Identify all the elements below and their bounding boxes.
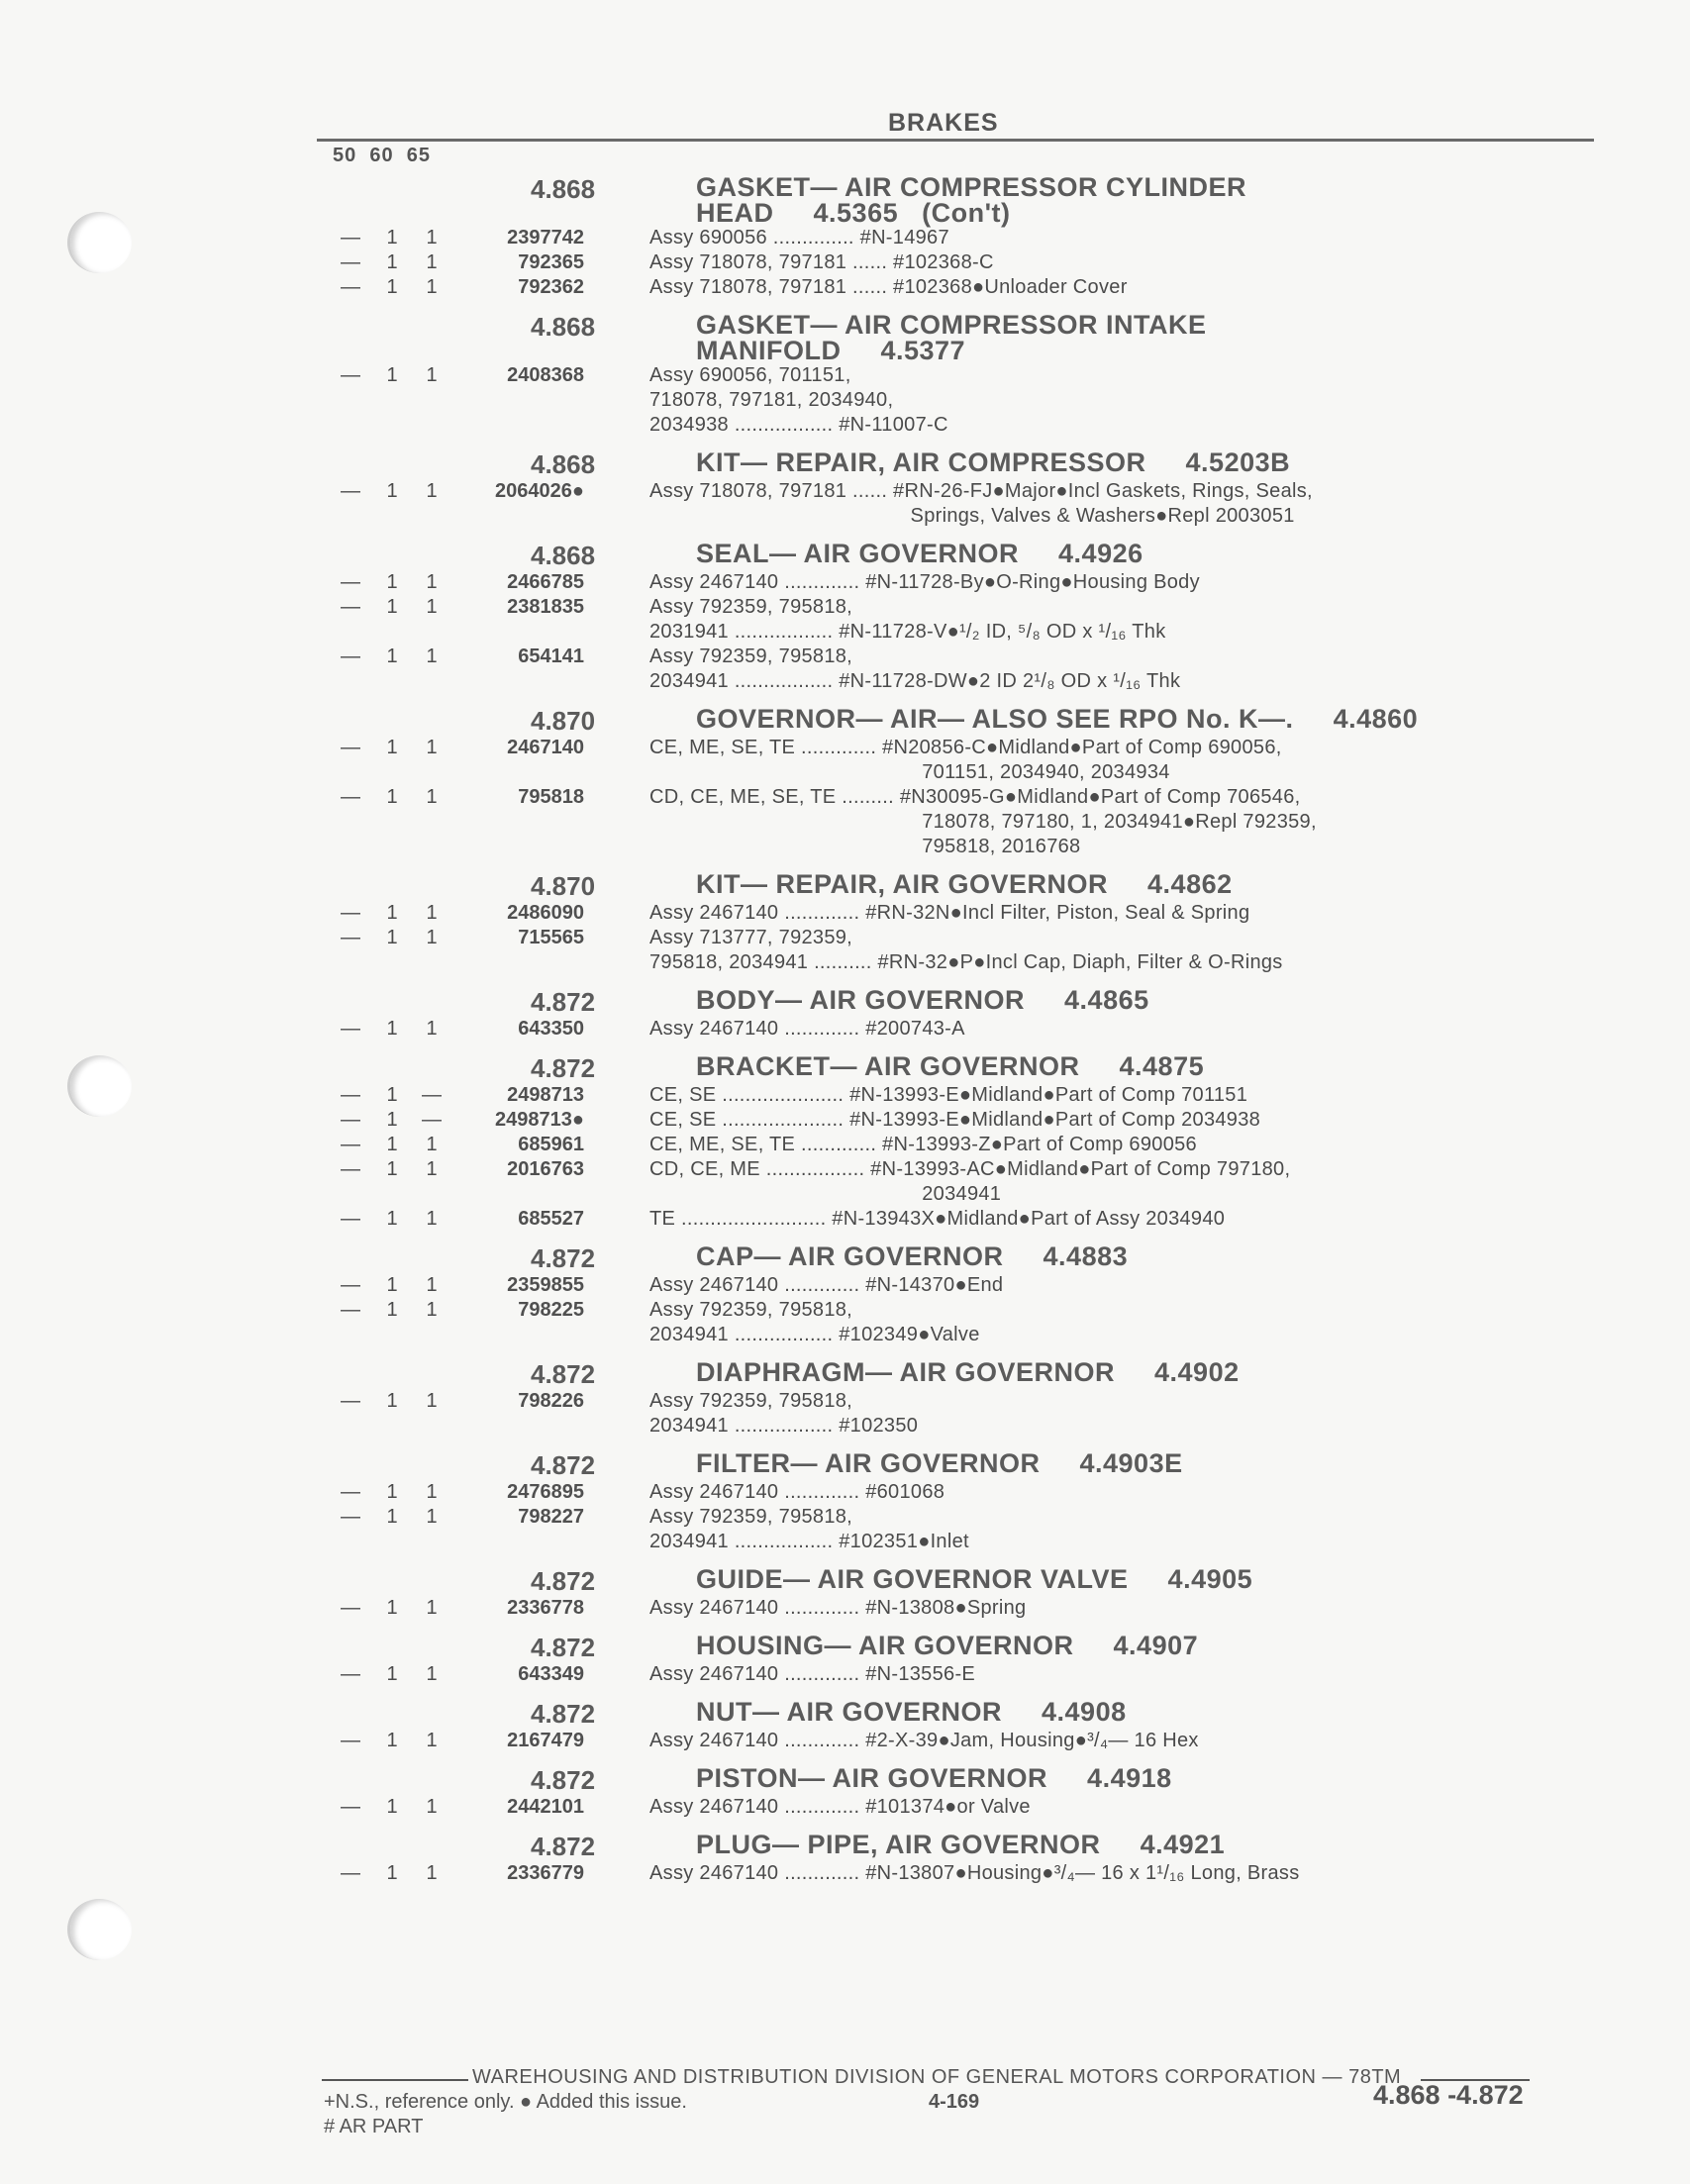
- year-65-qty: 1: [426, 571, 438, 593]
- section-header: [317, 867, 1594, 901]
- year-60-qty: 1: [386, 227, 398, 248]
- section-title-text: PLUG— PIPE, AIR GOVERNOR: [696, 1830, 1101, 1859]
- part-number: 792365: [518, 251, 584, 273]
- part-row: [317, 250, 1594, 275]
- part-row: [317, 736, 1594, 785]
- catalog-section: [317, 867, 1594, 975]
- year-60-qty: 1: [386, 1597, 398, 1619]
- section-title: [696, 867, 1594, 897]
- section-reference: 4.4865: [1064, 985, 1149, 1015]
- group-code: 4.868: [531, 312, 596, 342]
- group-code: 4.868: [531, 449, 596, 479]
- part-description: Assy 2467140 ............. #N-13556-E: [649, 1663, 976, 1685]
- part-description: Assy 792359, 795818, 2031941 ................. #N-11728-V●¹/₂ ID, ⁵/₈ OD x ¹/₁₆ Thk: [649, 596, 1166, 643]
- year-65-qty: 1: [426, 927, 438, 948]
- year-60-qty: 1: [386, 276, 398, 298]
- year-60-qty: 1: [386, 1506, 398, 1528]
- year-60-qty: 1: [386, 571, 398, 593]
- catalog-section: [317, 1629, 1594, 1687]
- binder-hole: [67, 1899, 132, 1960]
- section-title: [696, 1355, 1594, 1385]
- part-number: 2397742: [507, 227, 584, 248]
- year-60-qty: 1: [386, 1390, 398, 1412]
- year-60-qty: 1: [386, 927, 398, 948]
- catalog-section: [317, 1562, 1594, 1621]
- year-60-qty: 1: [386, 1158, 398, 1180]
- section-header: [317, 1828, 1594, 1861]
- catalog-section: [317, 1761, 1594, 1820]
- part-description: Assy 718078, 797181 ...... #102368●Unloader Cover: [649, 276, 1128, 298]
- part-number: 798227: [518, 1506, 584, 1528]
- section-title-text: GOVERNOR— AIR— ALSO SEE RPO No. K—.: [696, 704, 1294, 734]
- section-title-text: GASKET— AIR COMPRESSOR INTAKE: [696, 310, 1207, 340]
- part-row: [317, 570, 1594, 595]
- part-description: Assy 792359, 795818, 2034941 ................. #102350: [649, 1390, 919, 1437]
- year-65-qty: 1: [426, 1506, 438, 1528]
- year-60-qty: 1: [386, 1109, 398, 1131]
- section-title-text: KIT— REPAIR, AIR GOVERNOR: [696, 869, 1109, 899]
- part-number: 685961: [518, 1134, 584, 1155]
- part-description: Assy 2467140 ............. #N-14370●End: [649, 1274, 1004, 1296]
- part-number: 798226: [518, 1390, 584, 1412]
- group-code: 4.870: [531, 871, 596, 901]
- part-row: [317, 275, 1594, 300]
- section-reference: 4.4926: [1058, 539, 1143, 568]
- part-description: TE ......................... #N-13943X●Midland●Part of Assy 2034940: [649, 1208, 1226, 1230]
- part-row: [317, 1480, 1594, 1505]
- section-title: [696, 1240, 1594, 1269]
- part-number: 2016763: [507, 1158, 584, 1180]
- group-code: 4.872: [531, 1053, 596, 1083]
- year-60-qty: 1: [386, 1862, 398, 1884]
- section-title: [696, 537, 1594, 566]
- part-number: 715565: [518, 927, 584, 948]
- section-title-text: NUT— AIR GOVERNOR: [696, 1697, 1003, 1727]
- section-reference: 4.5377: [880, 336, 966, 365]
- year-50-qty: —: [341, 1390, 360, 1412]
- year-60-qty: 1: [386, 1208, 398, 1230]
- year-65-qty: 1: [426, 1663, 438, 1685]
- year-60-qty: 1: [386, 737, 398, 758]
- part-number: 2381835: [507, 596, 584, 618]
- year-65-qty: 1: [426, 1796, 438, 1818]
- year-50-qty: —: [341, 1274, 360, 1296]
- year-50-qty: —: [341, 1597, 360, 1619]
- part-row: [317, 1729, 1594, 1753]
- footer-legend-ar: # AR PART: [324, 2116, 424, 2137]
- catalog-section: [317, 537, 1594, 694]
- year-60-qty: 1: [386, 1299, 398, 1321]
- part-row: [317, 1133, 1594, 1157]
- year-50-qty: —: [341, 1158, 360, 1180]
- year-60-qty: 1: [386, 1796, 398, 1818]
- year-50-qty: —: [341, 571, 360, 593]
- year-50-qty: —: [341, 1018, 360, 1040]
- year-60-qty: 1: [386, 596, 398, 618]
- section-header: [317, 446, 1594, 479]
- year-50-qty: —: [341, 927, 360, 948]
- part-description: Assy 690056, 701151, 718078, 797181, 2034940, 2034938 ................. #N-11007-C: [649, 364, 948, 436]
- part-description: Assy 792359, 795818, 2034941 ................. #N-11728-DW●2 ID 2¹/₈ OD x ¹/₁₆ Thk: [649, 645, 1181, 692]
- section-reference: 4.5203B: [1185, 447, 1291, 477]
- catalog-section: [317, 170, 1594, 300]
- section-reference: 4.4902: [1154, 1357, 1240, 1387]
- year-65-qty: 1: [426, 1134, 438, 1155]
- header-divider: [317, 139, 1594, 142]
- part-row: [317, 363, 1594, 438]
- year-60-qty: 1: [386, 902, 398, 924]
- binder-hole: [67, 212, 132, 273]
- year-50-qty: —: [341, 786, 360, 808]
- part-description: Assy 792359, 795818, 2034941 ................. #102349●Valve: [649, 1299, 980, 1345]
- section-title: [696, 1629, 1594, 1658]
- part-row: [317, 595, 1594, 645]
- part-row: [317, 1505, 1594, 1554]
- year-50-qty: —: [341, 364, 360, 386]
- part-row: [317, 1389, 1594, 1439]
- footer-division-text: WAREHOUSING AND DISTRIBUTION DIVISION OF GENERAL MOTORS CORPORATION — 78TM: [472, 2066, 1402, 2088]
- part-description: Assy 2467140 ............. #2-X-39●Jam, Housing●³/₄— 16 Hex: [649, 1730, 1199, 1751]
- part-number: 643350: [518, 1018, 584, 1040]
- section-header: [317, 1695, 1594, 1729]
- part-number: 2408368: [507, 364, 584, 386]
- section-title: [696, 308, 1594, 363]
- year-60-qty: 1: [386, 645, 398, 667]
- page-range: 4.868 -4.872: [1373, 2080, 1524, 2110]
- part-number: 2498713: [507, 1084, 584, 1106]
- section-header: [317, 170, 1594, 226]
- section-title-text: BODY— AIR GOVERNOR: [696, 985, 1026, 1015]
- binder-hole: [67, 1055, 132, 1117]
- part-row: [317, 645, 1594, 694]
- section-title-text: CAP— AIR GOVERNOR: [696, 1241, 1004, 1271]
- part-row: [317, 479, 1594, 529]
- group-code: 4.872: [531, 1243, 596, 1273]
- part-description: Assy 718078, 797181 ...... #102368-C: [649, 251, 994, 273]
- catalog-section: [317, 1446, 1594, 1554]
- part-row: [317, 1017, 1594, 1042]
- section-reference: 4.4921: [1140, 1830, 1226, 1859]
- part-description: Assy 2467140 ............. #N-11728-By●O-Ring●Housing Body: [649, 571, 1200, 593]
- year-60-qty: 1: [386, 480, 398, 502]
- part-description: Assy 2467140 ............. #RN-32N●Incl Filter, Piston, Seal & Spring: [649, 902, 1250, 924]
- year-60-qty: 1: [386, 1084, 398, 1106]
- parts-list: [317, 170, 1594, 1894]
- group-code: 4.870: [531, 706, 596, 736]
- section-title-text: FILTER— AIR GOVERNOR: [696, 1448, 1041, 1478]
- page-title: BRAKES: [888, 109, 999, 137]
- group-code: 4.872: [531, 987, 596, 1017]
- section-header: [317, 1049, 1594, 1083]
- catalog-section: [317, 702, 1594, 859]
- section-title-text: HOUSING— AIR GOVERNOR: [696, 1631, 1074, 1660]
- part-row: [317, 901, 1594, 926]
- part-row: [317, 1273, 1594, 1298]
- section-header: [317, 1355, 1594, 1389]
- catalog-section: [317, 1240, 1594, 1347]
- section-title: [696, 446, 1594, 475]
- part-row: [317, 1157, 1594, 1207]
- part-number: 2476895: [507, 1481, 584, 1503]
- group-code: 4.868: [531, 174, 596, 204]
- year-65-qty: 1: [426, 737, 438, 758]
- year-65-qty: 1: [426, 251, 438, 273]
- group-code: 4.872: [531, 1566, 596, 1596]
- year-60-qty: 1: [386, 1018, 398, 1040]
- part-description: Assy 2467140 ............. #N-13807●Housing●³/₄— 16 x 1¹/₁₆ Long, Brass: [649, 1862, 1300, 1884]
- group-code: 4.872: [531, 1832, 596, 1861]
- section-reference: 4.4883: [1043, 1241, 1129, 1271]
- year-50-qty: —: [341, 227, 360, 248]
- part-description: Assy 690056 .............. #N-14967: [649, 227, 949, 248]
- year-50-qty: —: [341, 276, 360, 298]
- section-title: [696, 1049, 1594, 1079]
- part-number: 795818: [518, 786, 584, 808]
- part-row: [317, 1861, 1594, 1886]
- year-65-qty: 1: [426, 227, 438, 248]
- section-reference: 4.4862: [1147, 869, 1233, 899]
- part-description: CE, ME, SE, TE ............. #N-13993-Z●Part of Comp 690056: [649, 1134, 1197, 1155]
- part-number: 643349: [518, 1663, 584, 1685]
- year-60-qty: 1: [386, 1134, 398, 1155]
- section-title-text: BRACKET— AIR GOVERNOR: [696, 1051, 1080, 1081]
- catalog-section: [317, 983, 1594, 1042]
- section-header: [317, 537, 1594, 570]
- part-description: Assy 792359, 795818, 2034941 ................. #102351●Inlet: [649, 1506, 969, 1552]
- section-header: [317, 308, 1594, 363]
- section-header: [317, 1761, 1594, 1795]
- part-number: 2336779: [507, 1862, 584, 1884]
- group-code: 4.872: [531, 1765, 596, 1795]
- year-65-qty: 1: [426, 1862, 438, 1884]
- part-row: [317, 1596, 1594, 1621]
- section-header: [317, 1562, 1594, 1596]
- part-description: Assy 2467140 ............. #101374●or Valve: [649, 1796, 1031, 1818]
- year-column-headers: 50 60 65: [333, 145, 431, 166]
- section-title: [696, 1761, 1594, 1791]
- year-50-qty: —: [341, 596, 360, 618]
- year-60-qty: 1: [386, 1663, 398, 1685]
- part-row: [317, 785, 1594, 859]
- part-description: Assy 713777, 792359, 795818, 2034941 .......... #RN-32●P●Incl Cap, Diaph, Filter & O-Rings: [649, 927, 1283, 973]
- section-reference: 4.5365 (Con't): [813, 198, 1011, 228]
- part-number: 2064026●: [495, 480, 584, 502]
- year-65-qty: 1: [426, 1274, 438, 1296]
- section-title: [696, 983, 1594, 1013]
- year-65-qty: 1: [426, 1158, 438, 1180]
- catalog-section: [317, 446, 1594, 529]
- year-60-qty: 1: [386, 786, 398, 808]
- part-description: CE, SE ..................... #N-13993-E●Midland●Part of Comp 701151: [649, 1084, 1248, 1106]
- year-60-qty: 1: [386, 364, 398, 386]
- year-60-qty: 1: [386, 1481, 398, 1503]
- part-description: Assy 718078, 797181 ...... #RN-26-FJ●Major●Incl Gaskets, Rings, Seals, Springs, Valves & Washers●Repl 2003051: [649, 480, 1313, 527]
- section-header: [317, 1446, 1594, 1480]
- year-65-qty: 1: [426, 1208, 438, 1230]
- group-code: 4.872: [531, 1699, 596, 1729]
- section-reference: 4.4905: [1167, 1564, 1253, 1594]
- section-title: [696, 1446, 1594, 1476]
- catalog-section: [317, 308, 1594, 438]
- year-65-qty: 1: [426, 364, 438, 386]
- group-code: 4.872: [531, 1450, 596, 1480]
- section-title-text: GASKET— AIR COMPRESSOR CYLINDER: [696, 172, 1247, 202]
- part-description: CD, CE, ME ................. #N-13993-AC●Midland●Part of Comp 797180, 2034941: [649, 1158, 1291, 1205]
- year-65-qty: 1: [426, 480, 438, 502]
- footer-rule-left: [322, 2079, 468, 2081]
- group-code: 4.868: [531, 541, 596, 570]
- year-65-qty: 1: [426, 1299, 438, 1321]
- year-65-qty: 1: [426, 1597, 438, 1619]
- year-65-qty: 1: [426, 1730, 438, 1751]
- part-number: 792362: [518, 276, 584, 298]
- year-50-qty: —: [341, 1730, 360, 1751]
- section-title: [696, 1695, 1594, 1725]
- part-number: 798225: [518, 1299, 584, 1321]
- part-description: Assy 2467140 ............. #601068: [649, 1481, 945, 1503]
- year-65-qty: 1: [426, 786, 438, 808]
- year-65-qty: —: [422, 1084, 442, 1106]
- part-number: 2167479: [507, 1730, 584, 1751]
- section-title-text: GUIDE— AIR GOVERNOR VALVE: [696, 1564, 1129, 1594]
- year-60-qty: 1: [386, 1274, 398, 1296]
- section-title: [696, 170, 1594, 226]
- year-50-qty: —: [341, 1481, 360, 1503]
- section-reference: 4.4908: [1042, 1697, 1127, 1727]
- section-header: [317, 1240, 1594, 1273]
- section-title: [696, 1828, 1594, 1857]
- part-row: [317, 1083, 1594, 1108]
- part-row: [317, 1207, 1594, 1232]
- group-code: 4.872: [531, 1359, 596, 1389]
- year-65-qty: 1: [426, 1390, 438, 1412]
- part-row: [317, 1662, 1594, 1687]
- part-description: CD, CE, ME, SE, TE ......... #N30095-G●Midland●Part of Comp 706546, 718078, 797180, 1, 2034941●Repl 792359, 795818, 2016768: [649, 786, 1317, 857]
- year-50-qty: —: [341, 1506, 360, 1528]
- part-description: Assy 2467140 ............. #N-13808●Spring: [649, 1597, 1027, 1619]
- year-50-qty: —: [341, 1862, 360, 1884]
- section-reference: 4.4875: [1119, 1051, 1205, 1081]
- part-description: CE, ME, SE, TE ............. #N20856-C●Midland●Part of Comp 690056, 701151, 2034940, 2034934: [649, 737, 1282, 783]
- section-reference: 4.4903E: [1079, 1448, 1183, 1478]
- year-50-qty: —: [341, 1134, 360, 1155]
- footer-legend: +N.S., reference only. ● Added this issue.: [324, 2091, 687, 2113]
- part-row: [317, 1795, 1594, 1820]
- part-number: 2336778: [507, 1597, 584, 1619]
- year-65-qty: 1: [426, 276, 438, 298]
- section-title: [696, 702, 1594, 732]
- year-50-qty: —: [341, 1299, 360, 1321]
- catalog-section: [317, 1355, 1594, 1439]
- year-50-qty: —: [341, 902, 360, 924]
- part-number: 2486090: [507, 902, 584, 924]
- part-row: [317, 1108, 1594, 1133]
- section-title-text: KIT— REPAIR, AIR COMPRESSOR: [696, 447, 1146, 477]
- year-50-qty: —: [341, 480, 360, 502]
- year-65-qty: —: [422, 1109, 442, 1131]
- section-title-text-line2: MANIFOLD: [696, 336, 842, 365]
- year-50-qty: —: [341, 1084, 360, 1106]
- year-50-qty: —: [341, 1109, 360, 1131]
- year-60-qty: 1: [386, 251, 398, 273]
- part-row: [317, 1298, 1594, 1347]
- part-row: [317, 926, 1594, 975]
- catalog-section: [317, 1049, 1594, 1232]
- part-row: [317, 226, 1594, 250]
- part-number: 685527: [518, 1208, 584, 1230]
- catalog-section: [317, 1828, 1594, 1886]
- part-description: Assy 2467140 ............. #200743-A: [649, 1018, 965, 1040]
- year-50-qty: —: [341, 1796, 360, 1818]
- year-65-qty: 1: [426, 645, 438, 667]
- year-65-qty: 1: [426, 902, 438, 924]
- part-number: 2442101: [507, 1796, 584, 1818]
- year-60-qty: 1: [386, 1730, 398, 1751]
- year-50-qty: —: [341, 1208, 360, 1230]
- section-title-text: SEAL— AIR GOVERNOR: [696, 539, 1020, 568]
- part-number: 2467140: [507, 737, 584, 758]
- year-65-qty: 1: [426, 596, 438, 618]
- year-50-qty: —: [341, 1663, 360, 1685]
- section-reference: 4.4860: [1333, 704, 1419, 734]
- catalog-section: [317, 1695, 1594, 1753]
- year-50-qty: —: [341, 251, 360, 273]
- part-number: 2359855: [507, 1274, 584, 1296]
- section-title-text: DIAPHRAGM— AIR GOVERNOR: [696, 1357, 1116, 1387]
- group-code: 4.872: [531, 1633, 596, 1662]
- section-header: [317, 702, 1594, 736]
- year-50-qty: —: [341, 645, 360, 667]
- year-65-qty: 1: [426, 1481, 438, 1503]
- section-reference: 4.4907: [1113, 1631, 1199, 1660]
- part-number: 2466785: [507, 571, 584, 593]
- part-number: 654141: [518, 645, 584, 667]
- section-title: [696, 1562, 1594, 1592]
- section-header: [317, 983, 1594, 1017]
- section-header: [317, 1629, 1594, 1662]
- section-title-text: PISTON— AIR GOVERNOR: [696, 1763, 1048, 1793]
- section-reference: 4.4918: [1087, 1763, 1172, 1793]
- part-description: CE, SE ..................... #N-13993-E●Midland●Part of Comp 2034938: [649, 1109, 1261, 1131]
- year-65-qty: 1: [426, 1018, 438, 1040]
- page-number: 4-169: [929, 2091, 980, 2113]
- year-50-qty: —: [341, 737, 360, 758]
- part-number: 2498713●: [495, 1109, 584, 1131]
- section-title-text-line2: HEAD: [696, 198, 774, 228]
